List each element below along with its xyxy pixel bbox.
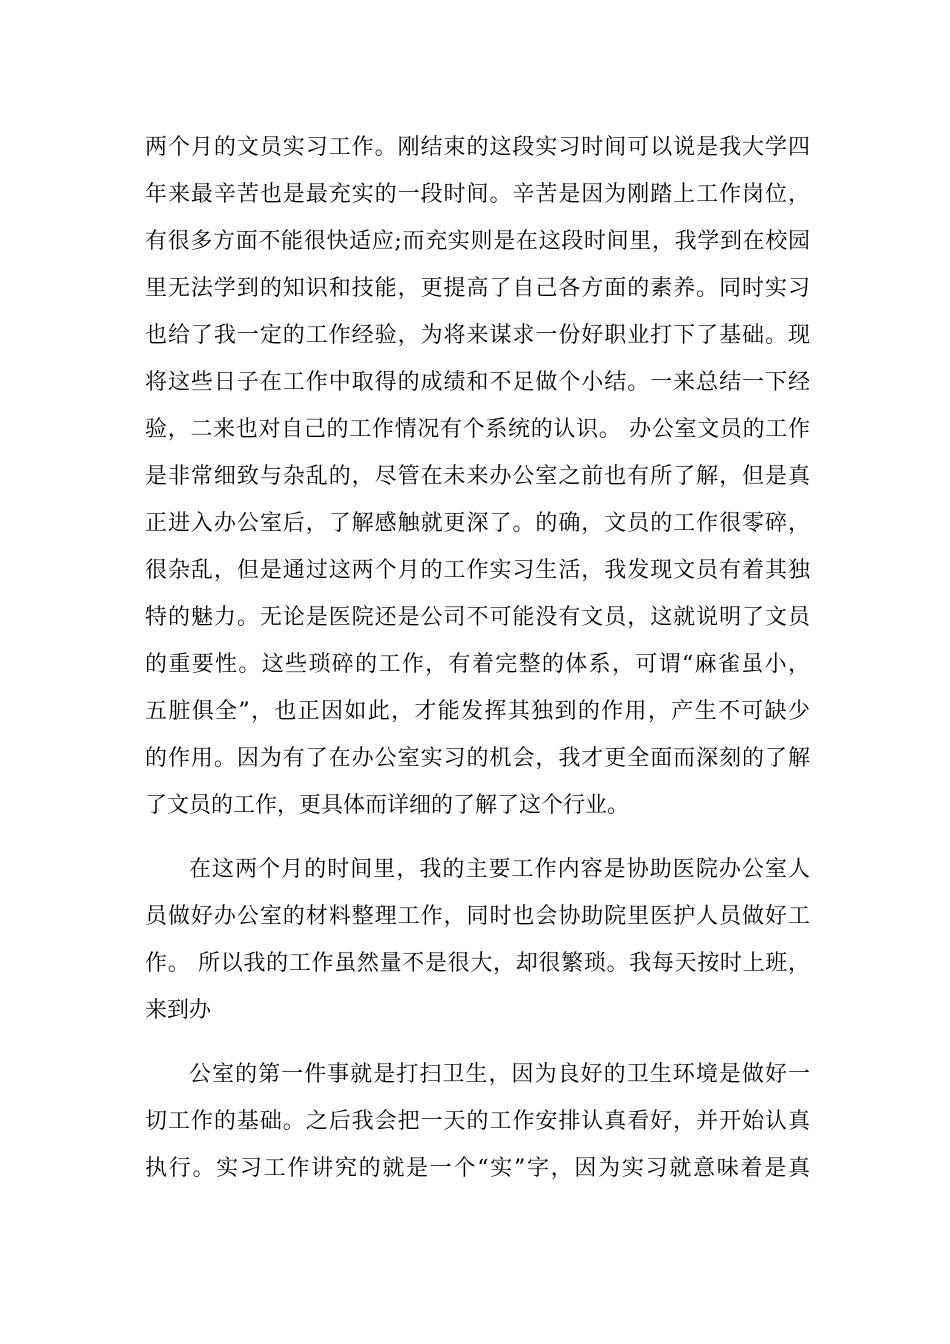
- text-line: 的重要性。这些琐碎的工作，有着完整的体系，可谓“麻雀虽小，: [145, 652, 810, 677]
- text-line: 很杂乱，但是通过这两个月的工作实习生活，我发现文员有着其独: [145, 558, 810, 583]
- text-line: 在这两个月的时间里，我的主要工作内容是协助医院办公室人: [189, 857, 810, 882]
- text-line: 员做好办公室的材料整理工作，同时也会协助院里医护人员做好工: [145, 904, 810, 929]
- text-line: 执行。实习工作讲究的就是一个“实”字，因为实习就意味着是真: [145, 1156, 810, 1181]
- text-line: 公室的第一件事就是打扫卫生，因为良好的卫生环境是做好一: [189, 1062, 810, 1087]
- text-line: 来到办: [145, 998, 212, 1023]
- text-line: 两个月的文员实习工作。刚结束的这段实习时间可以说是我大学四: [145, 135, 810, 160]
- text-line: 有很多方面不能很快适应;而充实则是在这段时间里，我学到在校园: [145, 229, 810, 254]
- text-line: 也给了我一定的工作经验，为将来谋求一份好职业打下了基础。现: [145, 323, 810, 348]
- text-line: 了文员的工作，更具体而详细的了解了这个行业。: [145, 793, 630, 818]
- text-line: 验，二来也对自己的工作情况有个系统的认识。 办公室文员的工作: [145, 417, 810, 442]
- text-line: 是非常细致与杂乱的，尽管在未来办公室之前也有所了解，但是真: [145, 464, 810, 489]
- text-line: 作。 所以我的工作虽然量不是很大，却很繁琐。我每天按时上班，: [145, 951, 810, 976]
- text-line: 切工作的基础。之后我会把一天的工作安排认真看好，并开始认真: [145, 1109, 810, 1134]
- text-line: 里无法学到的知识和技能，更提高了自己各方面的素养。同时实习: [145, 276, 810, 301]
- text-line: 五脏俱全”，也正因如此，才能发挥其独到的作用，产生不可缺少: [145, 699, 810, 724]
- text-line: 的作用。因为有了在办公室实习的机会，我才更全面而深刻的了解: [145, 746, 810, 771]
- text-line: 特的魅力。无论是医院还是公司不可能没有文员，这就说明了文员: [145, 605, 810, 630]
- text-line: 正进入办公室后，了解感触就更深了。的确，文员的工作很零碎，: [145, 511, 810, 536]
- text-line: 年来最辛苦也是最充实的一段时间。辛苦是因为刚踏上工作岗位，: [145, 182, 810, 207]
- text-line: 将这些日子在工作中取得的成绩和不足做个小结。一来总结一下经: [145, 370, 810, 395]
